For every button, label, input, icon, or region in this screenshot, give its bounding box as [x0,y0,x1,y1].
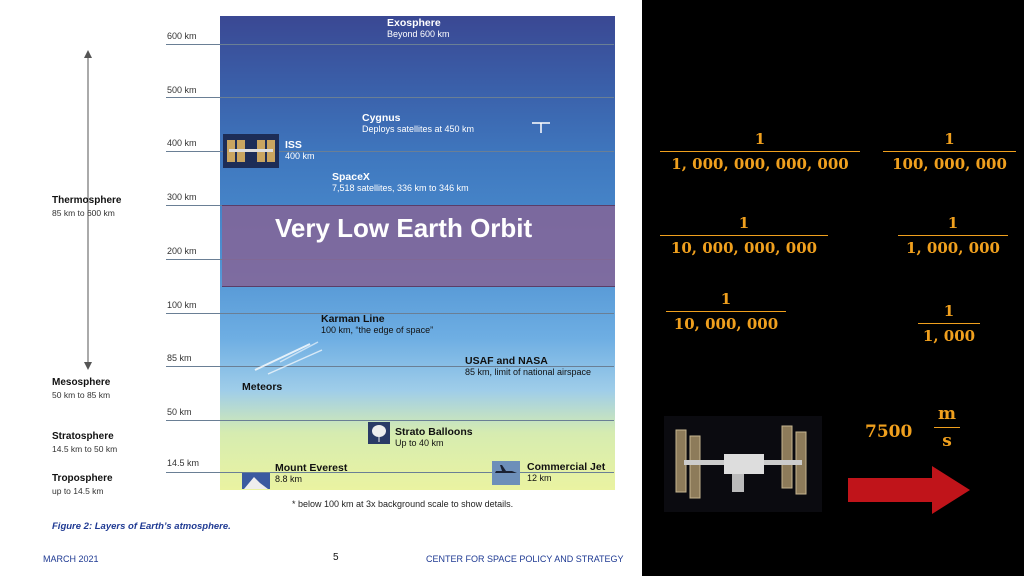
cygnus-label: Cygnus Deploys satellites at 450 km [362,112,475,134]
fraction-trillion: $\frac{1}{1, 000, 000, 000, 000}$ [660,130,860,173]
jet-label: Commercial Jet 12 km [527,461,606,483]
balloon-icon [368,422,390,444]
layer-mesosphere-range: 50 km to 85 km [52,390,111,400]
meteors-label: Meteors [242,381,283,393]
fraction-ten-billion: $\frac{1}{10, 000, 000, 000}$ [660,214,828,257]
mountain-icon [242,473,270,489]
fraction-hundred-million: $\frac{1}{100, 000, 000}$ [883,130,1016,173]
tick-line [166,420,614,421]
tick-500: 500 km [167,85,197,95]
iss-label: ISS 400 km [285,139,315,161]
tick-100: 100 km [167,300,197,310]
layer-mesosphere: Mesosphere [52,377,111,388]
usaf-nasa-label: USAF and NASA 85 km, limit of national airspace [465,355,592,377]
layer-thermosphere-range: 85 km to 600 km [52,208,115,218]
layer-stratosphere-range: 14.5 km to 50 km [52,444,118,454]
fraction-ten-million: $\frac{1}{10, 000, 000}$ [666,290,786,333]
footer-date: MARCH 2021 [43,554,99,564]
iss-photo [664,416,822,512]
figure-caption: Figure 2: Layers of Earth’s atmosphere. [52,521,231,532]
tick-50: 50 km [167,407,192,417]
vleo-title: Very Low Earth Orbit [275,213,533,243]
balloons-label: Strato Balloons Up to 40 km [395,426,473,448]
layer-thermosphere: Thermosphere [52,195,122,206]
tick-85: 85 km [167,353,192,363]
jet-icon [492,461,520,485]
tick-400: 400 km [167,138,197,148]
tick-line [166,97,614,98]
spacex-label: SpaceX 7,518 satellites, 336 km to 346 km [332,171,469,193]
cygnus-satellite-icon [532,120,550,134]
tick-300: 300 km [167,192,197,202]
speed-unit: $\frac{m}{s}$ [934,404,960,451]
tick-line [166,44,614,45]
layer-troposphere: Troposphere [52,473,113,484]
meteors-icon [250,338,330,378]
speed-value: 7500 [865,422,913,442]
layer-troposphere-range: up to 14.5 km [52,486,104,496]
iss-thumbnail-icon [223,134,279,168]
footnote: * below 100 km at 3x background scale to show details. [292,499,514,509]
tick-200: 200 km [167,246,197,256]
tick-14-5: 14.5 km [167,458,200,468]
everest-label: Mount Everest 8.8 km [275,462,348,484]
exosphere-label: Exosphere Beyond 600 km [387,17,450,39]
red-arrow-icon [848,466,970,514]
page-number: 5 [333,552,339,563]
footer-org: CENTER FOR SPACE POLICY AND STRATEGY [426,554,624,564]
fraction-thousand: $\frac{1}{1, 000}$ [918,302,980,345]
karman-label: Karman Line 100 km, “the edge of space” [321,313,434,335]
layer-stratosphere: Stratosphere [52,431,114,442]
fraction-million: $\frac{1}{1, 000, 000}$ [898,214,1008,257]
tick-600: 600 km [167,31,197,41]
